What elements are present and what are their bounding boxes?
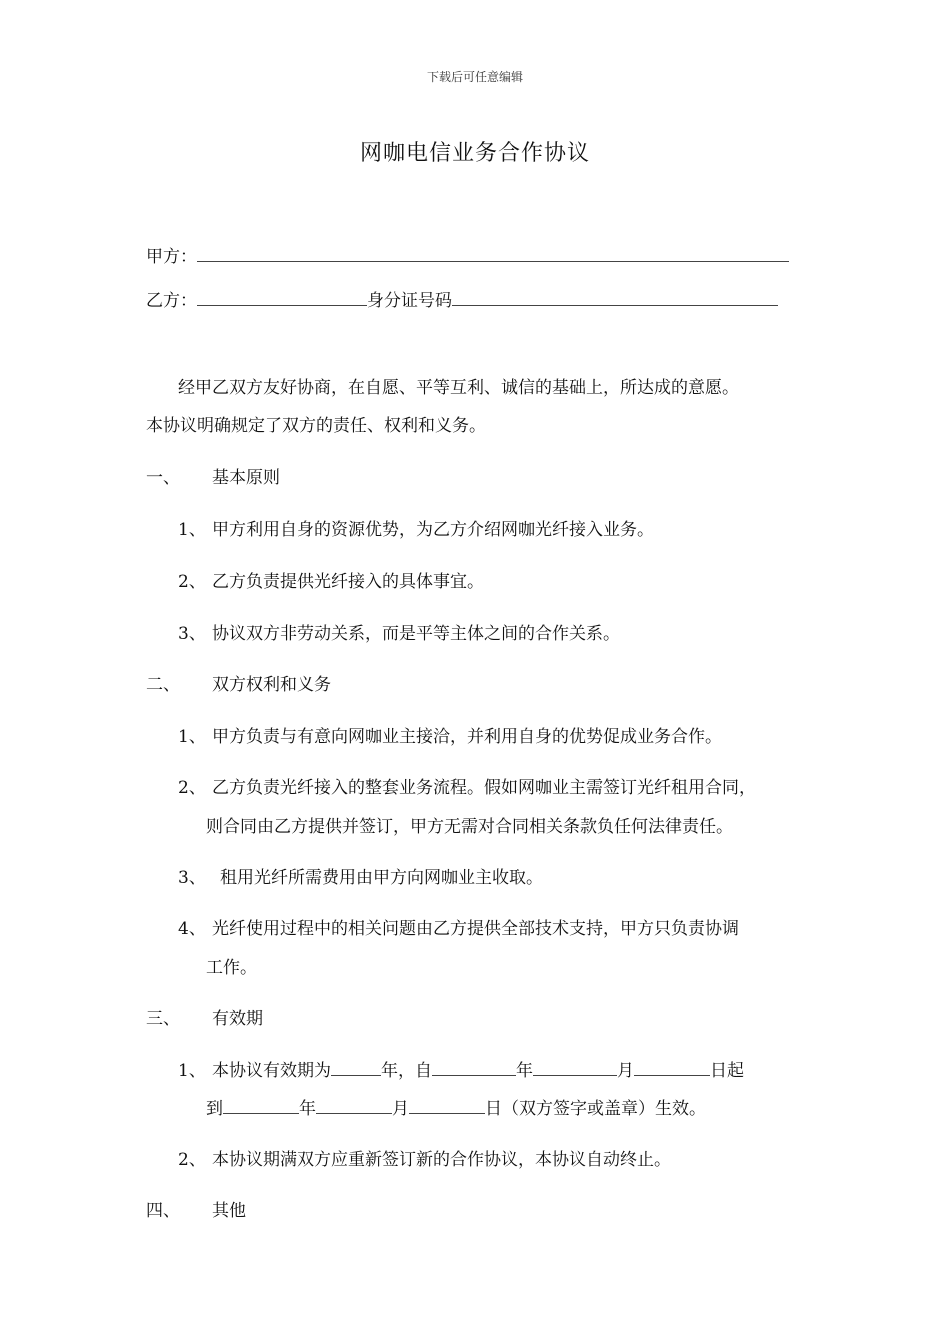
party-b-blank[interactable] [197,288,367,306]
section-title: 双方权利和义务 [212,675,331,695]
end-year-blank[interactable] [223,1096,299,1114]
party-a-label: 甲方： [146,247,197,267]
section-title: 基本原则 [212,468,280,488]
clause-item [178,773,756,798]
clause-item [178,515,654,540]
clause-text: 年 [516,1061,533,1081]
clause-number: 2、 [178,572,206,592]
section-heading [146,463,280,488]
end-month-blank[interactable] [316,1096,392,1114]
clause-number: 1、 [178,520,206,540]
party-a-row [146,242,789,267]
intro-line-1: 经甲乙双方友好协商，在自愿、平等互利、诚信的基础上，所达成的意愿。 [178,378,739,398]
clause-text: 协议双方非劳动关系，而是平等主体之间的合作关系。 [212,624,620,644]
clause-text: 甲方负责与有意向网咖业主接洽，并利用自身的优势促成业务合作。 [212,727,722,747]
clause-text: 年，自 [381,1061,432,1081]
party-a-blank[interactable] [197,244,789,262]
clause-text: 年 [299,1099,316,1119]
start-year-blank[interactable] [432,1058,516,1076]
section-heading [146,1004,263,1029]
clause-text: 乙方负责提供光纤接入的具体事宜。 [212,572,484,592]
clause-text: 乙方负责光纤接入的整套业务流程。假如网咖业主需签订光纤租用合同， [212,778,756,798]
clause-item [178,567,484,592]
section-number: 三、 [146,1009,180,1029]
clause-item [178,914,739,939]
section-title: 有效期 [212,1009,263,1029]
clause-text: 光纤使用过程中的相关问题由乙方提供全部技术支持，甲方只负责协调 [212,919,739,939]
clause-number: 1、 [178,1061,206,1081]
years-blank[interactable] [331,1058,381,1076]
clause-text: 日起 [710,1061,744,1081]
clause-text: 甲方利用自身的资源优势，为乙方介绍网咖光纤接入业务。 [212,520,654,540]
party-b-row [146,286,778,311]
id-number-blank[interactable] [452,288,778,306]
clause-number: 3、 [178,868,206,888]
clause-item [178,722,722,747]
clause-text: 日（双方签字或盖章）生效。 [485,1099,706,1119]
clause-number: 4、 [178,919,206,939]
party-b-label: 乙方： [146,291,197,311]
start-day-blank[interactable] [634,1058,710,1076]
clause-text: 本协议有效期为 [212,1061,331,1081]
clause-item [178,863,543,888]
id-number-label: 身分证号码 [367,291,452,311]
clause-number: 2、 [178,1150,206,1170]
intro-line-2: 本协议明确规定了双方的责任、权利和义务。 [146,416,486,436]
clause-text: 租用光纤所需费用由甲方向网咖业主收取。 [220,868,543,888]
clause-number: 1、 [178,727,206,747]
clause-number: 2、 [178,778,206,798]
clause-text: 月 [617,1061,634,1081]
section-number: 一、 [146,468,180,488]
clause-number: 3、 [178,624,206,644]
clause-item [178,619,620,644]
section-number: 二、 [146,675,180,695]
document-title: 网咖电信业务合作协议 [359,141,590,166]
validity-clause-line-2 [206,1094,706,1119]
section-heading [146,670,331,695]
clause-text: 月 [392,1099,409,1119]
section-heading [146,1196,246,1221]
start-month-blank[interactable] [533,1058,617,1076]
end-day-blank[interactable] [409,1096,485,1114]
validity-clause-line-1 [178,1056,744,1081]
clause-text: 到 [206,1099,223,1119]
clause-text: 本协议期满双方应重新签订新的合作协议，本协议自动终止。 [212,1150,671,1170]
section-number: 四、 [146,1201,180,1221]
clause-text-continued: 工作。 [206,958,257,978]
section-title: 其他 [212,1201,246,1221]
clause-text-continued: 则合同由乙方提供并签订，甲方无需对合同相关条款负任何法律责任。 [206,817,733,837]
clause-item [178,1145,671,1170]
page-header: 下载后可任意编辑 [426,70,523,84]
